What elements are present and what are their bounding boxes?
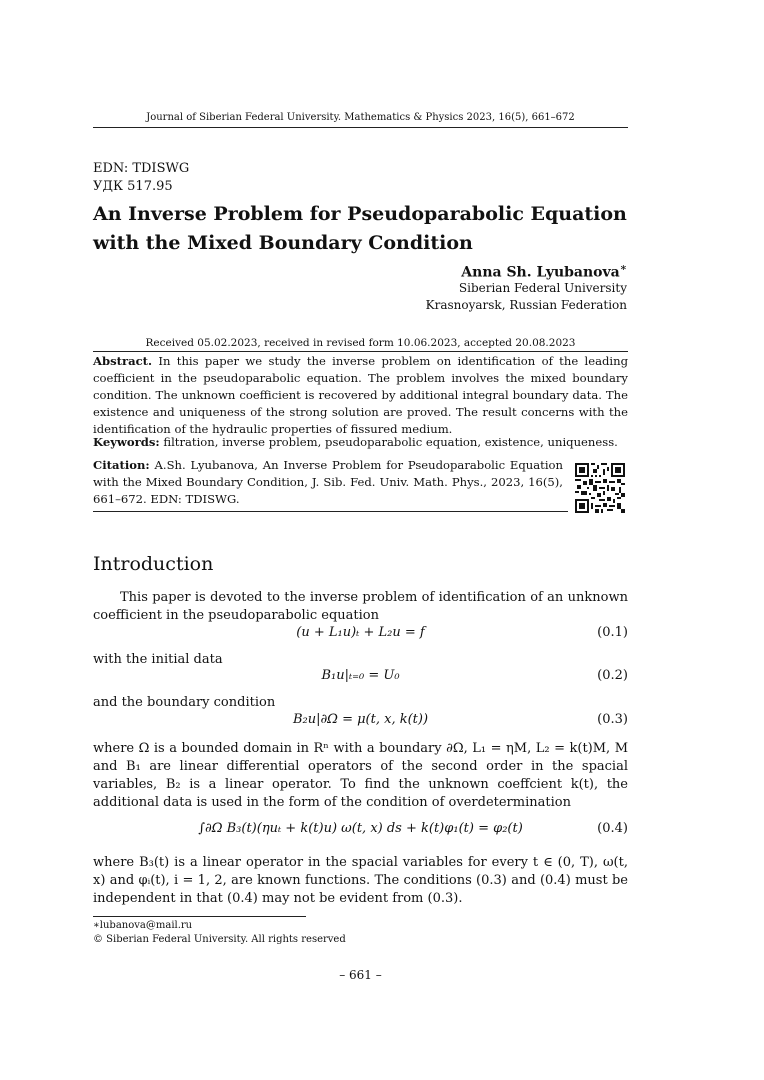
equation-0-4 (93, 821, 628, 843)
udk-line: УДК 517.95 (93, 179, 173, 194)
abstract-label: Abstract. (93, 354, 153, 368)
intro-paragraph-2: with the initial data (93, 652, 223, 667)
abstract-text: In this paper we study the inverse problem on identification of the leading coefficient in the pseudoparabolic equation. The problem involves the mixed boundary condition. The unknown coefficient is recovered by additional integral boundary data. The existence and uniqueness of the strong solution are proved. The result concerns with the identification of the hydraulic properties of fissured medium. (93, 354, 629, 436)
affiliation-line-2: Krasnoyarsk, Russian Federation (425, 298, 627, 312)
header-rule (93, 127, 628, 128)
keywords (93, 434, 628, 451)
affiliation-line-1: Siberian Federal University (458, 281, 627, 295)
edn-line: EDN: TDISWG (93, 161, 190, 176)
equation-number: (0.2) (597, 668, 628, 683)
equation-0-2 (93, 668, 628, 686)
footnote-rule (93, 916, 306, 917)
intro-paragraph-1: This paper is devoted to the inverse problem of identification of an unknown coefficient in the pseudoparabolic equation (93, 590, 628, 623)
equation-0-1 (93, 625, 628, 643)
section-title-introduction: Introduction (93, 553, 214, 575)
title-line-2: with the Mixed Boundary Condition (93, 232, 473, 254)
footnote-email: ∗lubanova@mail.ru (93, 920, 193, 931)
citation-text: A.Sh. Lyubanova, An Inverse Problem for Pseudoparabolic Equation with the Mixed Boundary Condition, J. Sib. Fed. Univ. Math. Phys., 2023, 16(5), 661–672. EDN: TDISWG. (93, 458, 563, 506)
title-line-1: An Inverse Problem for Pseudoparabolic Equation (93, 203, 627, 225)
author-name (461, 262, 627, 281)
abstract (93, 353, 628, 438)
keywords-label: Keywords: (93, 435, 160, 449)
equation-number: (0.4) (597, 821, 628, 836)
equation-number: (0.1) (597, 625, 628, 640)
author-name-text: Anna Sh. Lyubanova (461, 264, 620, 281)
author-footnote-mark: ∗ (619, 262, 627, 274)
equation-0-3 (93, 712, 628, 730)
footnote-copyright: © Siberian Federal University. All rights reserved (93, 934, 346, 945)
keywords-text: filtration, inverse problem, pseudoparabolic equation, existence, uniqueness. (163, 435, 618, 449)
intro-paragraph-5: where B₃(t) is a linear operator in the spacial variables for every t ∈ (0, T), ω(t, x) and φᵢ(t), i = 1, 2, are known functions. The conditions (0.3) and (0.4) must be independent in that (0.4) may not be evident from (0.3). (93, 855, 628, 906)
qr-code-icon (575, 463, 625, 513)
intro-paragraph-4: where Ω is a bounded domain in Rⁿ with a boundary ∂Ω, L₁ = ηM, L₂ = k(t)M, M and B₁ are linear differential operators of the second order in the spacial variables, B₂ is a linear operator. To find the unknown coeffcient k(t), the additional data is used in the form of the condition of overdetermination (93, 741, 628, 810)
equation-expression: B₁u|ₜ₌₀ = U₀ (321, 668, 400, 683)
equation-expression: (u + L₁u)ₜ + L₂u = f (296, 625, 425, 640)
citation-label: Citation: (93, 458, 150, 472)
citation-bottom-rule (93, 511, 568, 512)
received-dates: Received 05.02.2023, received in revised form 10.06.2023, accepted 20.08.2023 (145, 337, 576, 349)
paper-title (93, 200, 653, 258)
intro-paragraph-3: and the boundary condition (93, 695, 276, 710)
page-number: – 661 – (339, 968, 382, 982)
equation-expression: B₂u|∂Ω = μ(t, x, k(t)) (292, 712, 429, 727)
journal-header: Journal of Siberian Federal University. Mathematics & Physics 2023, 16(5), 661–672 (146, 112, 575, 123)
abstract-top-rule (93, 351, 628, 352)
citation (93, 457, 563, 508)
equation-expression: ∫∂Ω B₃(t)(ηuₜ + k(t)u) ω(t, x) ds + k(t)φ₁(t) = φ₂(t) (198, 821, 523, 836)
equation-number: (0.3) (597, 712, 628, 727)
